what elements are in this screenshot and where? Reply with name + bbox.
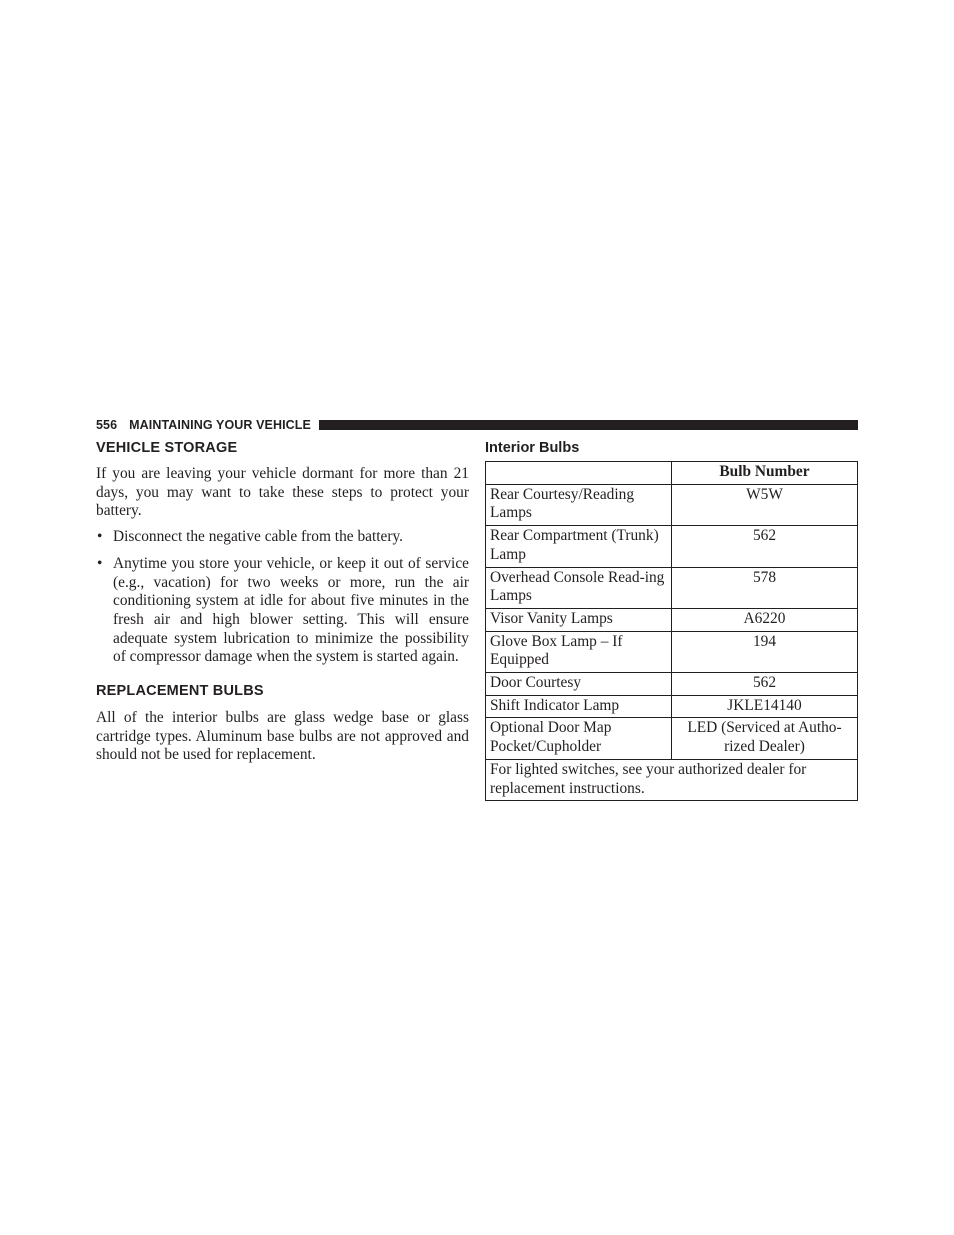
- replacement-bulbs-text: All of the interior bulbs are glass wedge base or glass cartridge types. Aluminum base bulbs are not approved and should not be used for replacement.: [96, 709, 469, 764]
- table-note-row: [486, 759, 858, 800]
- lamp-cell: Glove Box Lamp – If Equipped: [486, 631, 672, 672]
- list-item: [96, 555, 469, 667]
- list-item-text: Anytime you store your vehicle, or keep it out of service (e.g., vacation) for two weeks or more, run the air conditioning system at idle for about five minutes in the fresh air and high blower setting. This will ensure adequate system lubrication to minimize the possibility of compressor damage when the system is started again.: [113, 554, 469, 666]
- section-title: MAINTAINING YOUR VEHICLE: [129, 418, 311, 432]
- bulb-cell: JKLE14140: [672, 695, 858, 718]
- vehicle-storage-heading: VEHICLE STORAGE: [96, 440, 238, 456]
- replacement-bulbs-heading: REPLACEMENT BULBS: [96, 683, 264, 700]
- table-row: [486, 631, 858, 672]
- bulb-cell: A6220: [672, 608, 858, 631]
- table-row: [486, 567, 858, 608]
- header-rule: [319, 420, 858, 430]
- table-row: [486, 673, 858, 696]
- lamp-cell: Rear Compartment (Trunk) Lamp: [486, 526, 672, 567]
- lamp-cell: Optional Door Map Pocket/Cupholder: [486, 718, 672, 759]
- left-column: [96, 438, 469, 765]
- table-row: [486, 718, 858, 759]
- vehicle-storage-intro: If you are leaving your vehicle dormant for more than 21 days, you may want to take these steps to protect your battery.: [96, 465, 469, 520]
- table-row: [486, 484, 858, 525]
- bulb-cell: 194: [672, 631, 858, 672]
- lamp-cell: Rear Courtesy/Reading Lamps: [486, 484, 672, 525]
- column-header-bulb-number: Bulb Number: [672, 462, 858, 485]
- lamp-cell: Visor Vanity Lamps: [486, 608, 672, 631]
- interior-bulbs-table: [485, 461, 858, 801]
- bulb-cell: 562: [672, 526, 858, 567]
- page-number: 556: [96, 418, 118, 432]
- column-header-lamp: [486, 462, 672, 485]
- table-row: [486, 695, 858, 718]
- bulb-cell: 562: [672, 673, 858, 696]
- lamp-cell: Shift Indicator Lamp: [486, 695, 672, 718]
- table-note: For lighted switches, see your authorized dealer for replacement instructions.: [486, 759, 858, 800]
- table-row: [486, 608, 858, 631]
- bullet-icon: •: [97, 554, 103, 572]
- right-column: [485, 438, 858, 801]
- lamp-cell: Overhead Console Read-ing Lamps: [486, 567, 672, 608]
- table-header-row: [486, 462, 858, 485]
- bulb-cell: 578: [672, 567, 858, 608]
- interior-bulbs-heading: Interior Bulbs: [485, 440, 580, 456]
- bullet-icon: •: [97, 528, 103, 546]
- lamp-cell: Door Courtesy: [486, 673, 672, 696]
- vehicle-storage-list: [96, 528, 469, 667]
- list-item: [96, 528, 469, 547]
- table-row: [486, 526, 858, 567]
- bulb-cell: W5W: [672, 484, 858, 525]
- page-header: [96, 416, 858, 434]
- bulb-cell: LED (Serviced at Autho-rized Dealer): [672, 718, 858, 759]
- list-item-text: Disconnect the negative cable from the battery.: [113, 528, 404, 546]
